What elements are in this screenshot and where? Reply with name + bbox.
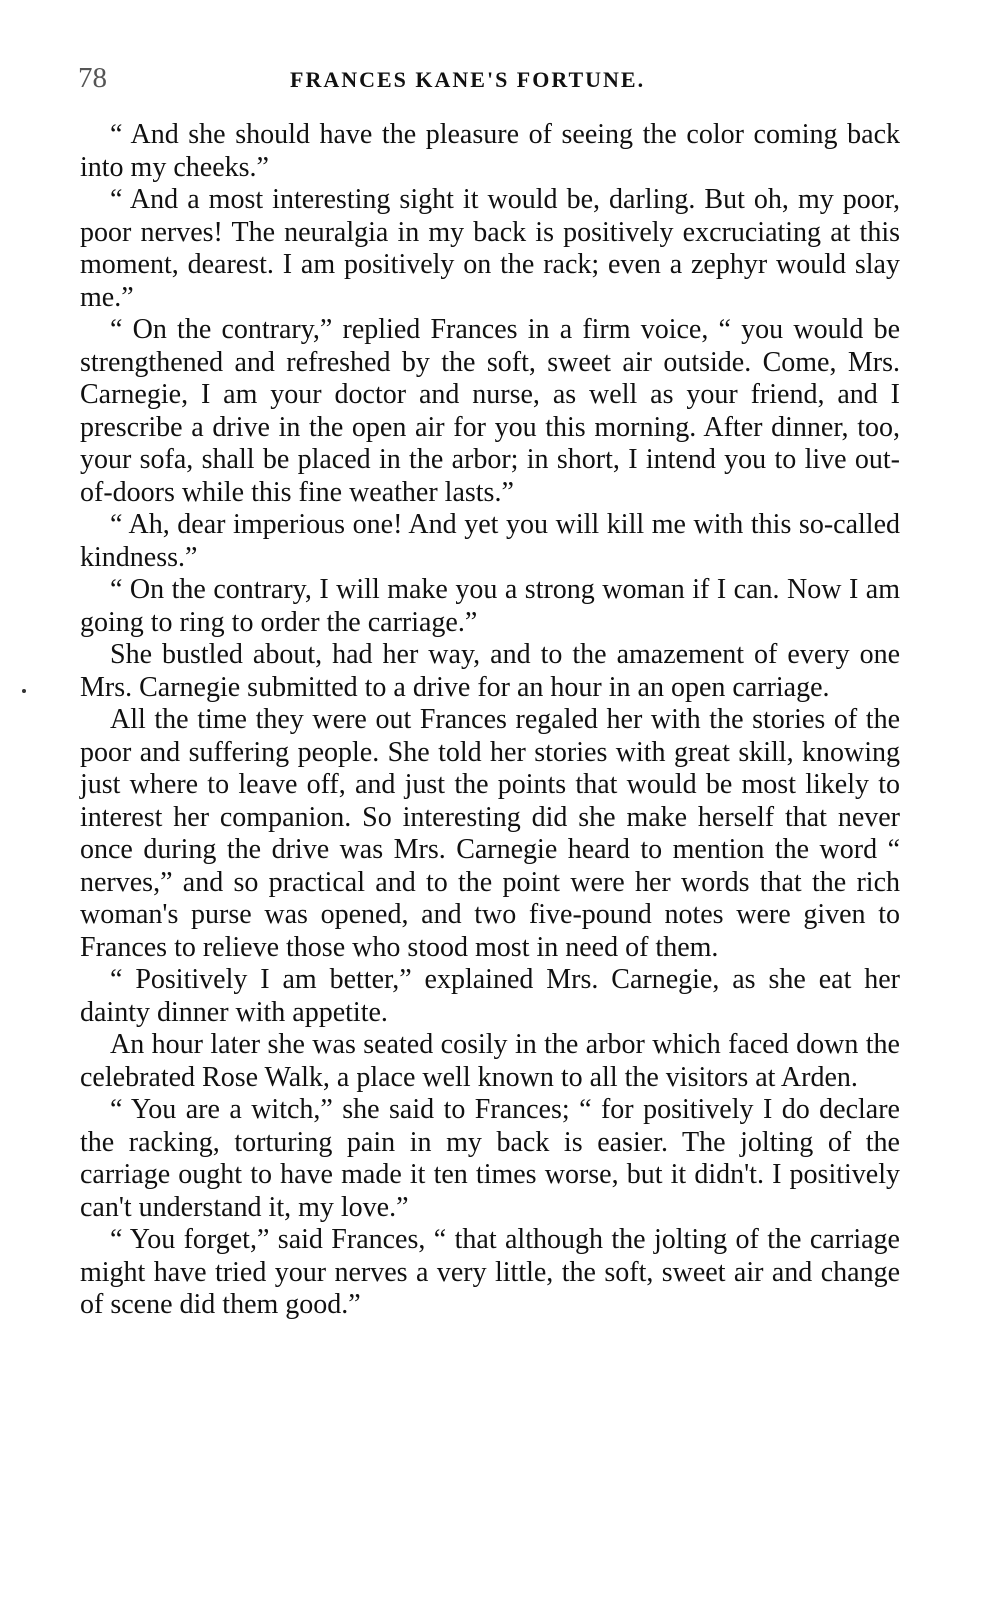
paragraph: “ And she should have the pleasure of seeing the color coming back into my cheeks.” <box>80 119 900 183</box>
paragraph: All the time they were out Frances regaled her with the stories of the poor and suffering people. She told her stories with great skill, knowing just where to leave off, and just the points that would be most likely to interest her companion. So interesting did she make herself that never once during the drive was Mrs. Carnegie heard to mention the word “ nerves,” and so practical and to the point were her words that the rich woman's purse was opened, and two five-pound notes were given to Frances to relieve those who stood most in need of them. <box>80 704 900 963</box>
body-text <box>80 119 900 1322</box>
paragraph: “ You forget,” said Frances, “ that although the jolting of the carriage might have tried your nerves a very little, the soft, sweet air and change of scene did them good.” <box>80 1224 900 1320</box>
paragraph: “ On the contrary, I will make you a strong woman if I can. Now I am going to ring to order the carriage.” <box>80 574 900 638</box>
paragraph: An hour later she was seated cosily in the arbor which faced down the celebrated Rose Walk, a place well known to all the visitors at Arden. <box>80 1029 900 1093</box>
page-number: 78 <box>78 62 107 94</box>
paragraph: “ Ah, dear imperious one! And yet you will kill me with this so-called kindness.” <box>80 509 900 573</box>
paragraph: She bustled about, had her way, and to the amazement of every one Mrs. Carnegie submitted to a drive for an hour in an open carriage. <box>80 639 900 703</box>
paragraph: “ Positively I am better,” explained Mrs. Carnegie, as she eat her dainty dinner with appetite. <box>80 964 900 1028</box>
page-header <box>78 62 900 102</box>
running-title: FRANCES KANE'S FORTUNE. <box>290 67 646 92</box>
paragraph: “ You are a witch,” she said to Frances; “ for positively I do declare the racking, torturing pain in my back is easier. The jolting of the carriage ought to have made it ten times worse, but it didn't. I positively can't understand it, my love.” <box>80 1094 900 1223</box>
paragraph: “ And a most interesting sight it would be, darling. But oh, my poor, poor nerves! The neuralgia in my back is positively excruciating at this moment, dearest. I am positively on the rack; even a zephyr would slay me.” <box>80 184 900 313</box>
paragraph: “ On the contrary,” replied Frances in a firm voice, “ you would be strengthened and refreshed by the soft, sweet air outside. Come, Mrs. Carnegie, I am your doctor and nurse, as well as your friend, and I prescribe a drive in the open air for you this morning. After dinner, too, your sofa, shall be placed in the arbor; in short, I intend you to live out-of-doors while this fine weather lasts.” <box>80 314 900 508</box>
margin-speck <box>22 689 26 693</box>
